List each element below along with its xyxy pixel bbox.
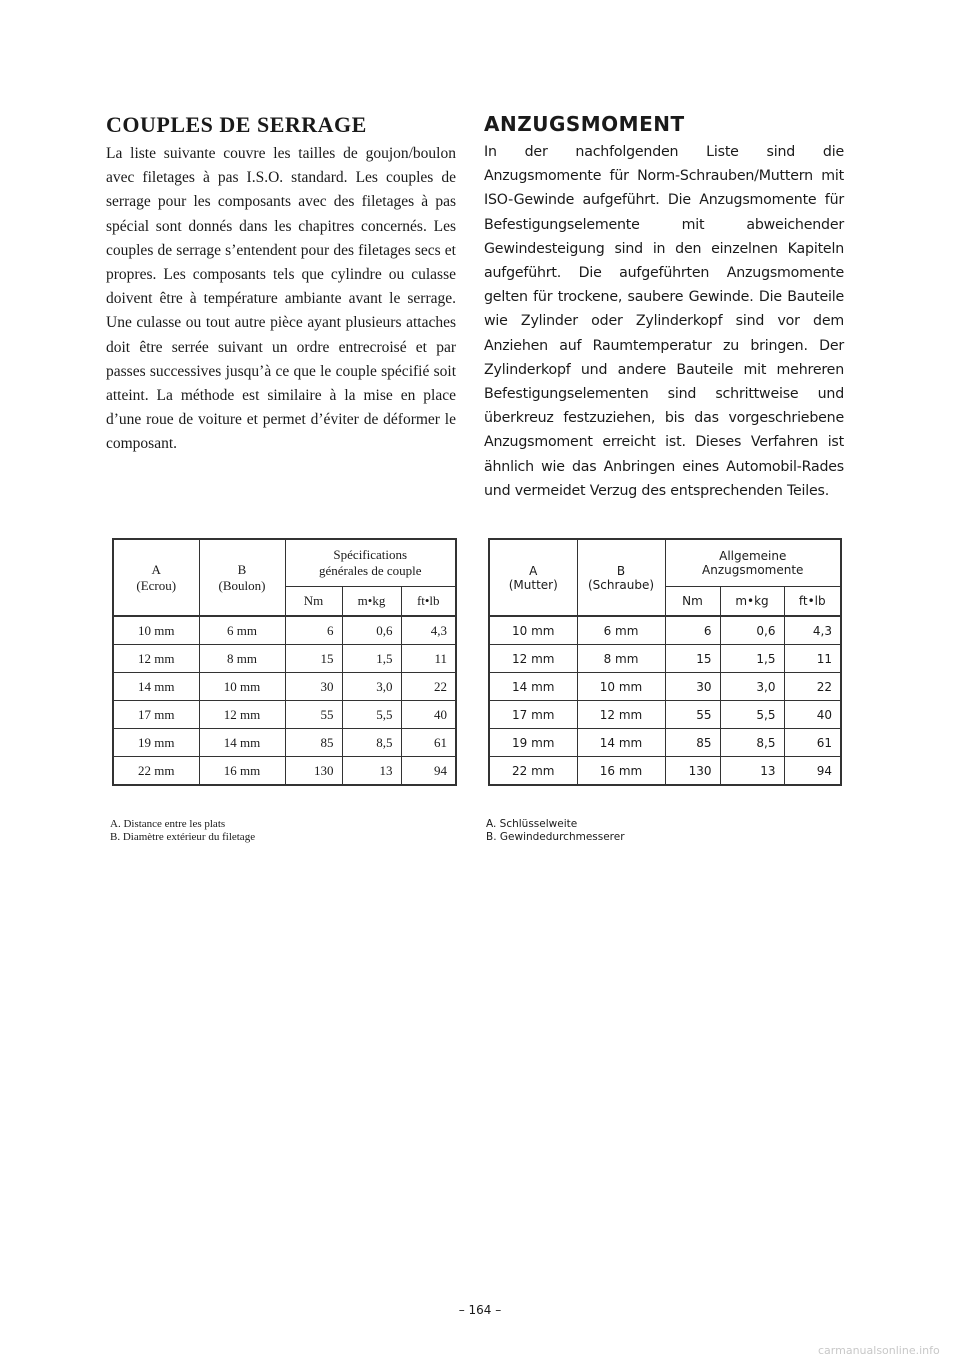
german-title: ANZUGSMOMENT bbox=[484, 112, 685, 136]
spec-header bbox=[285, 539, 456, 587]
unit-mkg: m•kg bbox=[720, 587, 784, 617]
table-cell: 14 mm bbox=[199, 729, 285, 757]
table-row bbox=[489, 701, 841, 729]
table-row bbox=[113, 645, 456, 673]
table-cell: 14 mm bbox=[113, 673, 199, 701]
table-cell: 22 bbox=[784, 673, 841, 701]
table-cell: 94 bbox=[784, 757, 841, 786]
table-row bbox=[489, 757, 841, 786]
table-cell: 130 bbox=[285, 757, 342, 786]
table-cell: 12 mm bbox=[577, 701, 665, 729]
table-cell: 6 mm bbox=[577, 616, 665, 645]
spec-header bbox=[665, 539, 841, 587]
table-cell: 1,5 bbox=[720, 645, 784, 673]
table-cell: 85 bbox=[285, 729, 342, 757]
table-cell: 8 mm bbox=[577, 645, 665, 673]
unit-nm: Nm bbox=[285, 587, 342, 617]
table-cell: 17 mm bbox=[113, 701, 199, 729]
table-row bbox=[113, 729, 456, 757]
watermark: carmanualsonline.info bbox=[818, 1344, 940, 1357]
table-cell: 6 bbox=[665, 616, 720, 645]
table-cell: 15 bbox=[285, 645, 342, 673]
table-cell: 5,5 bbox=[342, 701, 401, 729]
table-row bbox=[113, 616, 456, 645]
table-row bbox=[489, 616, 841, 645]
table-cell: 61 bbox=[401, 729, 456, 757]
col-b-header bbox=[577, 539, 665, 616]
table-cell: 130 bbox=[665, 757, 720, 786]
french-body: La liste suivante couvre les tailles de goujon/boulon avec filetages à pas I.S.O. standard. Les couples de serrage pour les composants avec des filetages à pas spécial sont donnés dans les chapitres concernés. Les couples de serrage s’entendent pour des filetages secs et propres. Les composants tels que cylindre ou culasse doivent être à température ambiante avant le serrage. Une culasse ou tout autre pièce ayant plusieurs attaches doit être serrée suivant un ordre entrecroisé et par passes successives jusqu’à ce que le couple spécifié soit atteint. La méthode est similaire à la mise en place d’une roue de voiture et permet d’éviter de déformer le composant. bbox=[106, 145, 456, 453]
table-cell: 22 mm bbox=[113, 757, 199, 786]
col-b-label: (Boulon) bbox=[218, 577, 266, 593]
table-cell: 16 mm bbox=[577, 757, 665, 786]
table-cell: 3,0 bbox=[720, 673, 784, 701]
table-cell: 12 mm bbox=[489, 645, 577, 673]
table-cell: 12 mm bbox=[113, 645, 199, 673]
col-a-header bbox=[113, 539, 199, 616]
unit-ftlb: ft•lb bbox=[401, 587, 456, 617]
col-b-letter: B bbox=[616, 563, 626, 578]
table-cell: 1,5 bbox=[342, 645, 401, 673]
spec-line1: Spécifications bbox=[333, 547, 408, 562]
table-cell: 55 bbox=[285, 701, 342, 729]
french-torque-table bbox=[112, 538, 457, 786]
col-b-header bbox=[199, 539, 285, 616]
german-table-body bbox=[489, 616, 841, 785]
table-cell: 6 bbox=[285, 616, 342, 645]
spec-line2: générales de couple bbox=[318, 563, 422, 578]
col-b-letter: B bbox=[237, 561, 247, 577]
table-cell: 4,3 bbox=[401, 616, 456, 645]
german-notes bbox=[486, 818, 625, 844]
spec-line1: Allgemeine bbox=[719, 549, 787, 563]
table-cell: 22 mm bbox=[489, 757, 577, 786]
note-b: B. Diamètre extérieur du filetage bbox=[110, 831, 256, 843]
note-a: A. Distance entre les plats bbox=[110, 818, 226, 830]
note-b: B. Gewindedurchmesserer bbox=[486, 831, 625, 843]
french-table-body bbox=[113, 616, 456, 785]
table-row bbox=[489, 645, 841, 673]
table-cell: 10 mm bbox=[113, 616, 199, 645]
spec-line2: Anzugsmomente bbox=[702, 563, 804, 577]
table-cell: 0,6 bbox=[720, 616, 784, 645]
german-column bbox=[484, 112, 844, 503]
table-cell: 17 mm bbox=[489, 701, 577, 729]
table-cell: 15 bbox=[665, 645, 720, 673]
table-cell: 19 mm bbox=[489, 729, 577, 757]
table-cell: 0,6 bbox=[342, 616, 401, 645]
table-row bbox=[489, 729, 841, 757]
table-cell: 19 mm bbox=[113, 729, 199, 757]
unit-mkg: m•kg bbox=[342, 587, 401, 617]
table-cell: 11 bbox=[784, 645, 841, 673]
col-a-header bbox=[489, 539, 577, 616]
table-cell: 8,5 bbox=[342, 729, 401, 757]
col-b-label: (Schraube) bbox=[587, 577, 655, 592]
table-cell: 10 mm bbox=[489, 616, 577, 645]
german-torque-table bbox=[488, 538, 842, 786]
col-a-label: (Mutter) bbox=[508, 577, 558, 592]
table-cell: 40 bbox=[784, 701, 841, 729]
note-a: A. Schlüsselweite bbox=[486, 818, 578, 830]
french-title: COUPLES DE SERRAGE bbox=[106, 112, 367, 137]
table-cell: 10 mm bbox=[577, 673, 665, 701]
table-cell: 3,0 bbox=[342, 673, 401, 701]
table-cell: 16 mm bbox=[199, 757, 285, 786]
table-row bbox=[113, 757, 456, 786]
french-column bbox=[106, 112, 456, 457]
col-a-label: (Ecrou) bbox=[136, 577, 177, 593]
table-cell: 40 bbox=[401, 701, 456, 729]
table-cell: 6 mm bbox=[199, 616, 285, 645]
table-cell: 61 bbox=[784, 729, 841, 757]
table-cell: 8,5 bbox=[720, 729, 784, 757]
table-cell: 85 bbox=[665, 729, 720, 757]
unit-nm: Nm bbox=[665, 587, 720, 617]
table-cell: 14 mm bbox=[489, 673, 577, 701]
table-cell: 12 mm bbox=[199, 701, 285, 729]
table-row bbox=[113, 673, 456, 701]
table-cell: 4,3 bbox=[784, 616, 841, 645]
table-cell: 55 bbox=[665, 701, 720, 729]
table-cell: 13 bbox=[720, 757, 784, 786]
table-cell: 13 bbox=[342, 757, 401, 786]
table-cell: 11 bbox=[401, 645, 456, 673]
page-number: – 164 – bbox=[458, 1303, 502, 1317]
table-cell: 14 mm bbox=[577, 729, 665, 757]
col-a-letter: A bbox=[529, 563, 538, 578]
table-cell: 10 mm bbox=[199, 673, 285, 701]
table-cell: 30 bbox=[665, 673, 720, 701]
table-cell: 22 bbox=[401, 673, 456, 701]
col-a-letter: A bbox=[151, 561, 161, 577]
table-cell: 30 bbox=[285, 673, 342, 701]
german-body: In der nachfolgenden Liste sind die Anzugsmomente für Norm-Schrauben/Muttern mit ISO-Gewinde aufgeführt. Die Anzugsmomente für Befestigungselemente mit abweichender Gewindesteigung sind in den einzelnen Kapiteln aufgeführt. Die aufgeführten Anzugsmomente gelten für trockene, saubere Gewinde. Die Bauteile wie Zylinder oder Zylinderkopf sind vor dem Anziehen auf Raumtemperatur zu bringen. Der Zylinderkopf und andere Bauteile mit mehreren Befestigungselementen sind schrittweise und überkreuz festzuziehen, bis das vorgeschriebene Anzugsmoment erreicht ist. Dieses Verfahren ist ähnlich wie das Anbringen eines Automobil-Rades und vermeidet Verzug des entsprechenden Teiles. bbox=[484, 144, 844, 499]
unit-ftlb: ft•lb bbox=[784, 587, 841, 617]
table-cell: 5,5 bbox=[720, 701, 784, 729]
table-cell: 94 bbox=[401, 757, 456, 786]
french-notes bbox=[110, 818, 255, 844]
table-row bbox=[489, 673, 841, 701]
table-row bbox=[113, 701, 456, 729]
table-cell: 8 mm bbox=[199, 645, 285, 673]
